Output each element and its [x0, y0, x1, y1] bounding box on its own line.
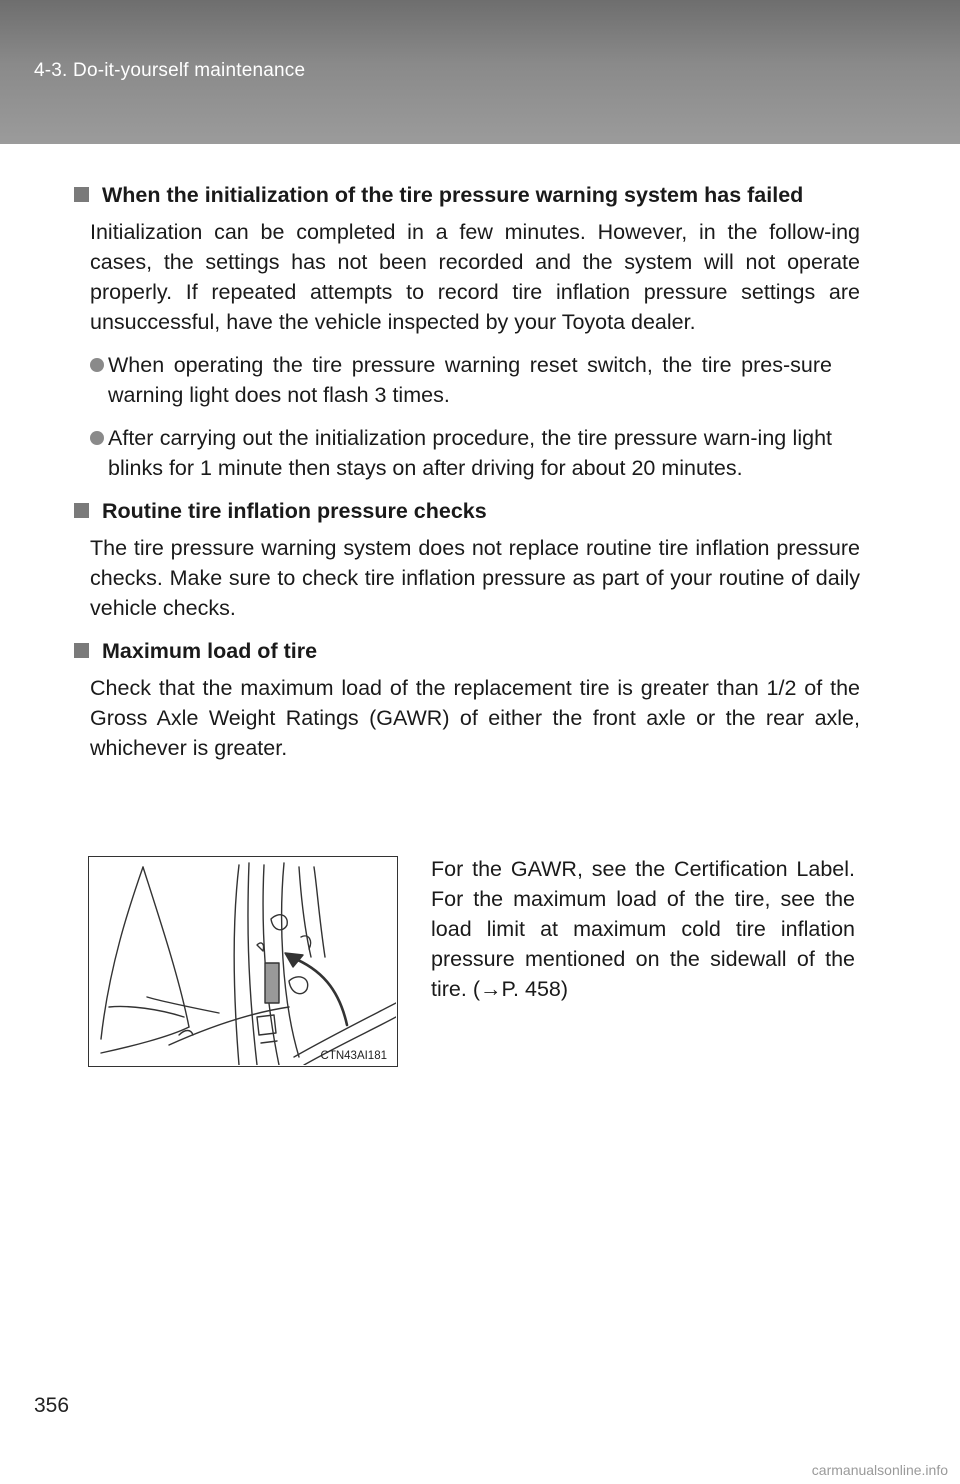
section-heading-text: Maximum load of tire — [102, 639, 318, 663]
list-item-text: After carrying out the initialization procedure, the tire pressure warn-ing light blinks for 1 minute then stays on after driving for about 20 minutes. — [108, 426, 832, 480]
list-item-text: When operating the tire pressure warning reset switch, the tire pres-sure warning light does not flash 3 times. — [108, 353, 832, 407]
page-header — [0, 0, 960, 144]
section-body: Initialization can be completed in a few minutes. However, in the follow-ing cases, the settings has not been recorded and the system will not operate properly. If repeated attempts to record tire inflation pressure settings are unsuccessful, have the vehicle inspected by your Toyota dealer. — [90, 220, 860, 334]
main-content — [72, 180, 860, 776]
section-title: 4-3. Do-it-yourself maintenance — [34, 60, 306, 81]
round-bullet-icon — [90, 358, 104, 372]
square-bullet-icon — [74, 503, 89, 518]
section-heading — [72, 180, 860, 210]
list-item — [72, 350, 860, 410]
section-heading-text: Routine tire inflation pressure checks — [102, 499, 487, 523]
figure-code: CTN43AI181 — [320, 1050, 387, 1062]
square-bullet-icon — [74, 643, 89, 658]
list-item — [72, 423, 860, 483]
section-body: The tire pressure warning system does not replace routine tire inflation pressure checks. Make sure to check tire inflation pressure as part of your routine of daily vehicle checks. — [90, 536, 860, 620]
door-pillar-illustration — [89, 857, 396, 1065]
square-bullet-icon — [74, 187, 89, 202]
certification-label-figure — [88, 856, 398, 1067]
round-bullet-icon — [90, 431, 104, 445]
section-heading — [72, 496, 860, 526]
watermark: carmanualsonline.info — [811, 1462, 948, 1478]
page-number: 356 — [34, 1394, 70, 1417]
section-heading — [72, 636, 860, 666]
section-body: Check that the maximum load of the replacement tire is greater than 1/2 of the Gross Axle Weight Ratings (GAWR) of either the front axle or the rear axle, whichever is greater. — [90, 676, 860, 760]
figure-caption: For the GAWR, see the Certification Label. For the maximum load of the tire, see the load limit at maximum cold tire inflation pressure mentioned on the sidewall of the tire. (→P. 458) — [431, 857, 855, 1001]
section-heading-text: When the initialization of the tire pressure warning system has failed — [102, 183, 804, 207]
